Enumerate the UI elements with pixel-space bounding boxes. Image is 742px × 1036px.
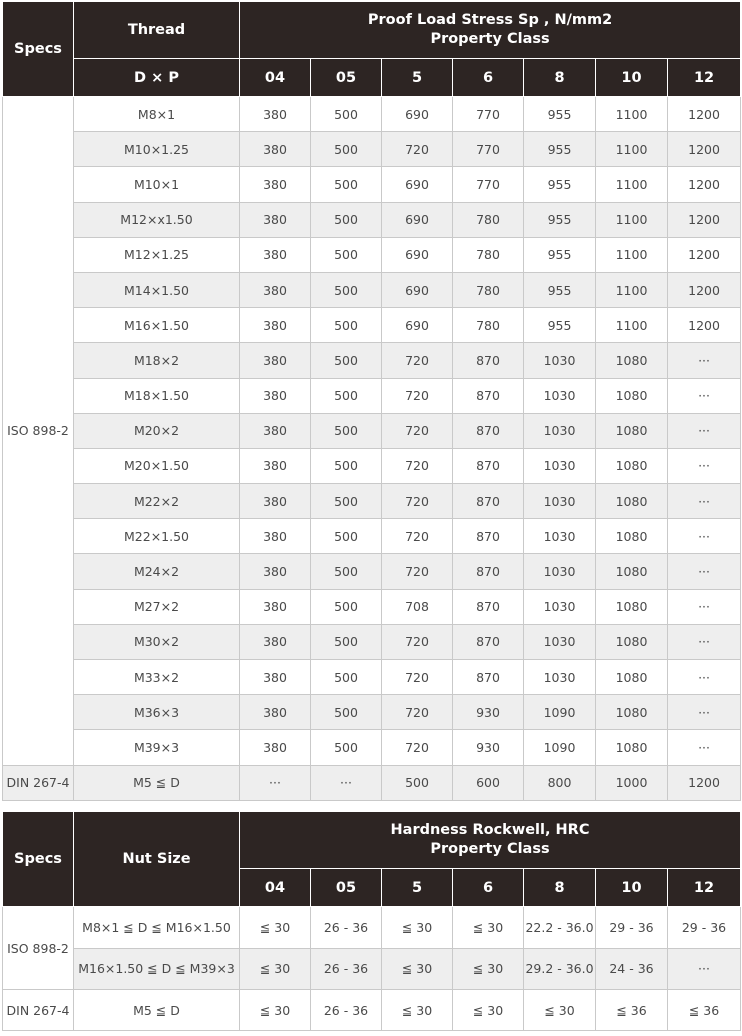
nut-size-cell: M16×1.50 ≦ D ≦ M39×3 xyxy=(74,948,240,990)
table-row xyxy=(3,484,741,519)
specs-header: Specs xyxy=(3,812,74,907)
value-cell: 380 xyxy=(240,660,311,695)
table-row xyxy=(3,948,741,990)
value-cell: 380 xyxy=(240,730,311,765)
value-cell: 780 xyxy=(453,202,524,237)
value-cell: 955 xyxy=(524,237,596,272)
value-cell: 1030 xyxy=(524,554,596,589)
value-cell: 380 xyxy=(240,167,311,202)
value-cell: ≦ 30 xyxy=(382,990,453,1031)
thread-cell: M33×2 xyxy=(74,660,240,695)
value-cell: 500 xyxy=(311,519,382,554)
value-cell: 500 xyxy=(311,378,382,413)
value-cell: 955 xyxy=(524,167,596,202)
proof-load-table xyxy=(2,1,741,801)
value-cell: 500 xyxy=(311,695,382,730)
thread-cell: M24×2 xyxy=(74,554,240,589)
value-cell: 29.2 - 36.0 xyxy=(524,948,596,990)
thread-header: Thread xyxy=(74,2,240,59)
value-cell: 380 xyxy=(240,624,311,659)
value-cell: 1080 xyxy=(596,624,668,659)
property-class-label: Property Class xyxy=(430,841,550,857)
value-cell: 500 xyxy=(311,97,382,132)
table-row xyxy=(3,308,741,343)
value-cell: 26 - 36 xyxy=(311,990,382,1031)
thread-cell: M18×1.50 xyxy=(74,378,240,413)
value-cell: 955 xyxy=(524,132,596,167)
value-cell: 1100 xyxy=(596,97,668,132)
specs-header: Specs xyxy=(3,2,74,97)
value-cell: 720 xyxy=(382,624,453,659)
table-row xyxy=(3,765,741,800)
value-cell: 380 xyxy=(240,484,311,519)
property-class-05: 05 xyxy=(311,59,382,97)
value-cell: 29 - 36 xyxy=(596,907,668,949)
value-cell: 1200 xyxy=(668,237,741,272)
thread-cell: M5 ≦ D xyxy=(74,765,240,800)
thread-cell: M12×1.25 xyxy=(74,237,240,272)
table-row xyxy=(3,413,741,448)
table-row xyxy=(3,167,741,202)
value-cell: 500 xyxy=(311,202,382,237)
value-cell: 770 xyxy=(453,97,524,132)
value-cell: 720 xyxy=(382,448,453,483)
table-row xyxy=(3,695,741,730)
value-cell: ≦ 30 xyxy=(524,990,596,1031)
value-cell: ··· xyxy=(668,589,741,624)
value-cell: ··· xyxy=(668,413,741,448)
value-cell: 1030 xyxy=(524,343,596,378)
value-cell: 380 xyxy=(240,272,311,307)
value-cell: 500 xyxy=(311,730,382,765)
value-cell: 380 xyxy=(240,695,311,730)
value-cell: 500 xyxy=(311,413,382,448)
value-cell: 720 xyxy=(382,660,453,695)
value-cell: 690 xyxy=(382,237,453,272)
value-cell: 500 xyxy=(311,167,382,202)
value-cell: 1080 xyxy=(596,413,668,448)
property-class-5: 5 xyxy=(382,869,453,907)
value-cell: 1080 xyxy=(596,589,668,624)
value-cell: 1100 xyxy=(596,272,668,307)
value-cell: 1030 xyxy=(524,660,596,695)
value-cell: 720 xyxy=(382,132,453,167)
value-cell: 380 xyxy=(240,237,311,272)
value-cell: 500 xyxy=(311,308,382,343)
value-cell: ··· xyxy=(668,660,741,695)
thread-cell: M39×3 xyxy=(74,730,240,765)
value-cell: 1200 xyxy=(668,765,741,800)
table-row xyxy=(3,519,741,554)
value-cell: 500 xyxy=(311,624,382,659)
value-cell: 690 xyxy=(382,272,453,307)
value-cell: 1080 xyxy=(596,554,668,589)
thread-cell: M8×1 xyxy=(74,97,240,132)
value-cell: 870 xyxy=(453,343,524,378)
value-cell: ··· xyxy=(668,695,741,730)
value-cell: 1080 xyxy=(596,448,668,483)
value-cell: 955 xyxy=(524,272,596,307)
value-cell: 500 xyxy=(311,660,382,695)
value-cell: 380 xyxy=(240,97,311,132)
value-cell: 380 xyxy=(240,448,311,483)
value-cell: 380 xyxy=(240,378,311,413)
value-cell: ··· xyxy=(311,765,382,800)
value-cell: 870 xyxy=(453,624,524,659)
table-row xyxy=(3,272,741,307)
value-cell: 1000 xyxy=(596,765,668,800)
value-cell: ··· xyxy=(668,519,741,554)
value-cell: 720 xyxy=(382,378,453,413)
thread-cell: M10×1 xyxy=(74,167,240,202)
table-row xyxy=(3,237,741,272)
value-cell: 500 xyxy=(311,272,382,307)
value-cell: 1100 xyxy=(596,132,668,167)
value-cell: ··· xyxy=(668,554,741,589)
value-cell: 720 xyxy=(382,413,453,448)
spec-cell-iso: ISO 898-2 xyxy=(3,907,74,990)
property-class-12: 12 xyxy=(668,869,741,907)
value-cell: 1080 xyxy=(596,378,668,413)
value-cell: 770 xyxy=(453,132,524,167)
value-cell: 500 xyxy=(311,343,382,378)
value-cell: 380 xyxy=(240,589,311,624)
table-row xyxy=(3,448,741,483)
value-cell: 1100 xyxy=(596,308,668,343)
value-cell: 600 xyxy=(453,765,524,800)
value-cell: 690 xyxy=(382,202,453,237)
spec-cell-din: DIN 267-4 xyxy=(3,765,74,800)
value-cell: 870 xyxy=(453,589,524,624)
value-cell: 1080 xyxy=(596,730,668,765)
value-cell: 1200 xyxy=(668,308,741,343)
value-cell: 1030 xyxy=(524,448,596,483)
table-row xyxy=(3,624,741,659)
value-cell: 955 xyxy=(524,308,596,343)
property-class-05: 05 xyxy=(311,869,382,907)
property-class-10: 10 xyxy=(596,59,668,97)
value-cell: 1090 xyxy=(524,730,596,765)
value-cell: 1200 xyxy=(668,202,741,237)
spec-cell-din: DIN 267-4 xyxy=(3,990,74,1031)
value-cell: 870 xyxy=(453,554,524,589)
value-cell: 500 xyxy=(311,589,382,624)
value-cell: ··· xyxy=(668,343,741,378)
property-class-04: 04 xyxy=(240,59,311,97)
thread-cell: M16×1.50 xyxy=(74,308,240,343)
table-row xyxy=(3,97,741,132)
thread-subheader: D × P xyxy=(74,59,240,97)
value-cell: 930 xyxy=(453,730,524,765)
value-cell: 800 xyxy=(524,765,596,800)
property-class-12: 12 xyxy=(668,59,741,97)
value-cell: 720 xyxy=(382,554,453,589)
hardness-title xyxy=(240,812,741,869)
value-cell: 1080 xyxy=(596,484,668,519)
value-cell: 500 xyxy=(311,484,382,519)
value-cell: 1030 xyxy=(524,484,596,519)
value-cell: ··· xyxy=(668,730,741,765)
property-class-04: 04 xyxy=(240,869,311,907)
proof-load-title xyxy=(240,2,741,59)
value-cell: 1200 xyxy=(668,97,741,132)
value-cell: 770 xyxy=(453,167,524,202)
value-cell: 720 xyxy=(382,519,453,554)
value-cell: 500 xyxy=(311,554,382,589)
table-row xyxy=(3,907,741,949)
value-cell: ≦ 30 xyxy=(240,948,311,990)
value-cell: 500 xyxy=(311,448,382,483)
thread-cell: M10×1.25 xyxy=(74,132,240,167)
value-cell: ≦ 30 xyxy=(382,907,453,949)
value-cell: 1080 xyxy=(596,343,668,378)
value-cell: 720 xyxy=(382,343,453,378)
value-cell: ··· xyxy=(240,765,311,800)
table-row xyxy=(3,343,741,378)
value-cell: 29 - 36 xyxy=(668,907,741,949)
value-cell: 720 xyxy=(382,484,453,519)
thread-cell: M18×2 xyxy=(74,343,240,378)
table-row xyxy=(3,132,741,167)
value-cell: 380 xyxy=(240,413,311,448)
table-row xyxy=(3,990,741,1031)
value-cell: 22.2 - 36.0 xyxy=(524,907,596,949)
value-cell: ··· xyxy=(668,948,741,990)
table-row xyxy=(3,660,741,695)
table-row xyxy=(3,554,741,589)
thread-cell: M36×3 xyxy=(74,695,240,730)
value-cell: 1100 xyxy=(596,167,668,202)
value-cell: ≦ 30 xyxy=(240,990,311,1031)
thread-cell: M12×x1.50 xyxy=(74,202,240,237)
value-cell: 26 - 36 xyxy=(311,907,382,949)
property-class-6: 6 xyxy=(453,869,524,907)
value-cell: ··· xyxy=(668,448,741,483)
value-cell: 380 xyxy=(240,308,311,343)
value-cell: 1080 xyxy=(596,660,668,695)
value-cell: 380 xyxy=(240,343,311,378)
thread-cell: M20×2 xyxy=(74,413,240,448)
value-cell: 24 - 36 xyxy=(596,948,668,990)
value-cell: 1030 xyxy=(524,519,596,554)
property-class-label: Property Class xyxy=(430,31,550,47)
thread-cell: M20×1.50 xyxy=(74,448,240,483)
value-cell: 870 xyxy=(453,378,524,413)
thread-cell: M22×2 xyxy=(74,484,240,519)
property-class-10: 10 xyxy=(596,869,668,907)
property-class-8: 8 xyxy=(524,869,596,907)
value-cell: 1030 xyxy=(524,589,596,624)
thread-cell: M22×1.50 xyxy=(74,519,240,554)
hardness-title-line1: Hardness Rockwell, HRC xyxy=(390,822,590,838)
value-cell: 500 xyxy=(382,765,453,800)
value-cell: 1100 xyxy=(596,202,668,237)
value-cell: ··· xyxy=(668,624,741,659)
nut-size-cell: M8×1 ≦ D ≦ M16×1.50 xyxy=(74,907,240,949)
table-row xyxy=(3,378,741,413)
value-cell: 870 xyxy=(453,448,524,483)
value-cell: ≦ 30 xyxy=(453,990,524,1031)
value-cell: 500 xyxy=(311,237,382,272)
value-cell: 380 xyxy=(240,202,311,237)
value-cell: 26 - 36 xyxy=(311,948,382,990)
value-cell: 690 xyxy=(382,167,453,202)
value-cell: 955 xyxy=(524,202,596,237)
value-cell: 1200 xyxy=(668,272,741,307)
value-cell: ≦ 30 xyxy=(453,907,524,949)
spec-cell-iso: ISO 898-2 xyxy=(3,97,74,766)
value-cell: 1100 xyxy=(596,237,668,272)
value-cell: 690 xyxy=(382,308,453,343)
value-cell: 380 xyxy=(240,132,311,167)
proof-load-title-line1: Proof Load Stress Sp , N/mm2 xyxy=(367,12,613,28)
table-row xyxy=(3,589,741,624)
value-cell: 1200 xyxy=(668,167,741,202)
nut-size-header: Nut Size xyxy=(74,812,240,907)
value-cell: 380 xyxy=(240,554,311,589)
property-class-6: 6 xyxy=(453,59,524,97)
value-cell: 780 xyxy=(453,272,524,307)
value-cell: 1080 xyxy=(596,519,668,554)
value-cell: 720 xyxy=(382,730,453,765)
table-row xyxy=(3,730,741,765)
value-cell: 1090 xyxy=(524,695,596,730)
value-cell: 870 xyxy=(453,660,524,695)
value-cell: 690 xyxy=(382,97,453,132)
value-cell: 930 xyxy=(453,695,524,730)
value-cell: ≦ 36 xyxy=(596,990,668,1031)
value-cell: 955 xyxy=(524,97,596,132)
value-cell: ≦ 30 xyxy=(453,948,524,990)
value-cell: ≦ 30 xyxy=(382,948,453,990)
value-cell: 780 xyxy=(453,237,524,272)
value-cell: ··· xyxy=(668,484,741,519)
property-class-5: 5 xyxy=(382,59,453,97)
value-cell: 870 xyxy=(453,484,524,519)
thread-cell: M14×1.50 xyxy=(74,272,240,307)
value-cell: 1200 xyxy=(668,132,741,167)
thread-cell: M30×2 xyxy=(74,624,240,659)
value-cell: 870 xyxy=(453,519,524,554)
value-cell: 500 xyxy=(311,132,382,167)
value-cell: 1080 xyxy=(596,695,668,730)
value-cell: 1030 xyxy=(524,413,596,448)
value-cell: 780 xyxy=(453,308,524,343)
property-class-8: 8 xyxy=(524,59,596,97)
value-cell: 870 xyxy=(453,413,524,448)
value-cell: 1030 xyxy=(524,624,596,659)
value-cell: ··· xyxy=(668,378,741,413)
value-cell: 720 xyxy=(382,695,453,730)
value-cell: ≦ 36 xyxy=(668,990,741,1031)
nut-size-cell: M5 ≦ D xyxy=(74,990,240,1031)
value-cell: 1030 xyxy=(524,378,596,413)
value-cell: ≦ 30 xyxy=(240,907,311,949)
hardness-table xyxy=(2,811,741,1031)
thread-cell: M27×2 xyxy=(74,589,240,624)
table-row xyxy=(3,202,741,237)
value-cell: 708 xyxy=(382,589,453,624)
value-cell: 380 xyxy=(240,519,311,554)
